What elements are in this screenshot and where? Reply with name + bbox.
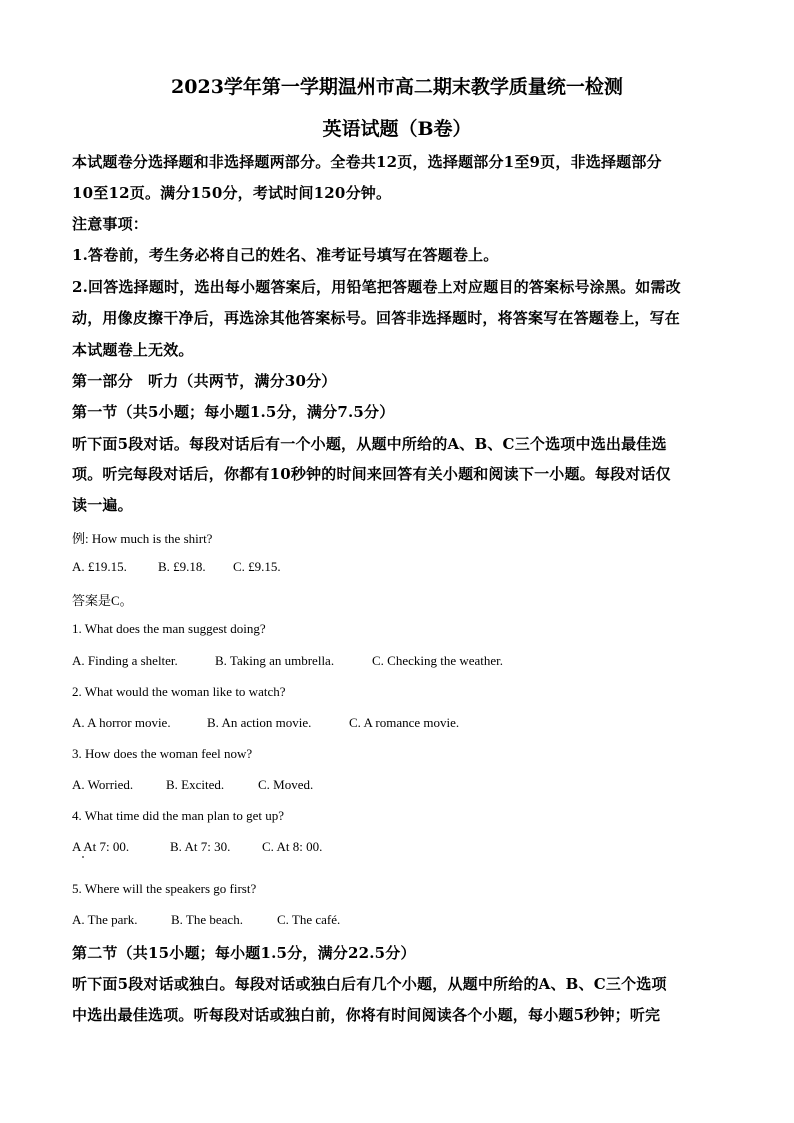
question-option-a: A. Finding a shelter. <box>72 653 178 668</box>
example-option-b: B. £9.18. <box>158 559 206 574</box>
question-option-a: A. The park. <box>72 912 138 927</box>
part1-heading: 第一部分 听力（共两节，满分30分） <box>72 372 337 390</box>
section2-heading: 第二节（共15小题；每小题1.5分，满分22.5分） <box>72 944 416 962</box>
question-option-c: C. At 8: 00. <box>262 839 323 854</box>
question-text: 3. How does the woman feel now? <box>72 746 253 761</box>
question-option-c: C. Moved. <box>258 777 314 792</box>
note-line: 动，用像皮擦干净后，再选涂其他答案标号。回答非选择题时，将答案写在答题卷上，写在 <box>72 309 681 327</box>
example-question: 例: How much is the shirt? <box>72 531 213 546</box>
note-line: 2.回答选择题时，选出每小题答案后，用铅笔把答题卷上对应题目的答案标号涂黑。如需改 <box>72 278 681 296</box>
notes-heading: 注意事项： <box>72 215 149 233</box>
note-line: 本试题卷上无效。 <box>72 341 194 359</box>
question-option-b: B. At 7: 30. <box>170 839 231 854</box>
exam-subtitle: 英语试题（B卷） <box>322 118 472 140</box>
section1-heading: 第一节（共5小题；每小题1.5分，满分7.5分） <box>72 403 395 421</box>
example-option-a: A. £19.15. <box>72 559 127 574</box>
question-option-c: C. A romance movie. <box>349 715 460 730</box>
exam-title: 2023学年第一学期温州市高二期末教学质量统一检测 <box>171 76 623 98</box>
question-option-b: B. Taking an umbrella. <box>215 653 335 668</box>
stray-mark <box>82 856 84 858</box>
note-line: 1.答卷前，考生务必将自己的姓名、准考证号填写在答题卷上。 <box>72 246 499 264</box>
question-text: 1. What does the man suggest doing? <box>72 621 266 636</box>
question-text: 4. What time did the man plan to get up? <box>72 808 285 823</box>
question-option-a: A. A horror movie. <box>72 715 171 730</box>
question-option-b: B. The beach. <box>171 912 243 927</box>
intro-line: 本试题卷分选择题和非选择题两部分。全卷共12页，选择题部分1至9页，非选择题部分 <box>72 153 662 171</box>
example-answer: 答案是C。 <box>72 593 133 608</box>
question-option-a: A At 7: 00. <box>72 839 130 854</box>
question-option-c: C. Checking the weather. <box>372 653 504 668</box>
section2-instruction: 听下面5段对话或独白。每段对话或独白后有几个小题，从题中所给的A、B、C三个选项 <box>72 975 667 993</box>
section2-instruction: 中选出最佳选项。听每段对话或独白前，你将有时间阅读各个小题，每小题5秒钟；听完 <box>72 1006 661 1024</box>
question-option-b: B. An action movie. <box>207 715 312 730</box>
question-option-c: C. The café. <box>277 912 341 927</box>
section1-instruction: 项。听完每段对话后，你都有10秒钟的时间来回答有关小题和阅读下一小题。每段对话仅 <box>72 465 671 483</box>
question-option-b: B. Excited. <box>166 777 225 792</box>
section1-instruction: 读一遍。 <box>72 496 133 514</box>
question-option-a: A. Worried. <box>72 777 134 792</box>
question-text: 2. What would the woman like to watch? <box>72 684 286 699</box>
example-option-c: C. £9.15. <box>233 559 281 574</box>
question-text: 5. Where will the speakers go first? <box>72 881 257 896</box>
intro-line: 10至12页。满分150分，考试时间120分钟。 <box>72 184 392 202</box>
section1-instruction: 听下面5段对话。每段对话后有一个小题，从题中所给的A、B、C三个选项中选出最佳选 <box>72 435 667 453</box>
